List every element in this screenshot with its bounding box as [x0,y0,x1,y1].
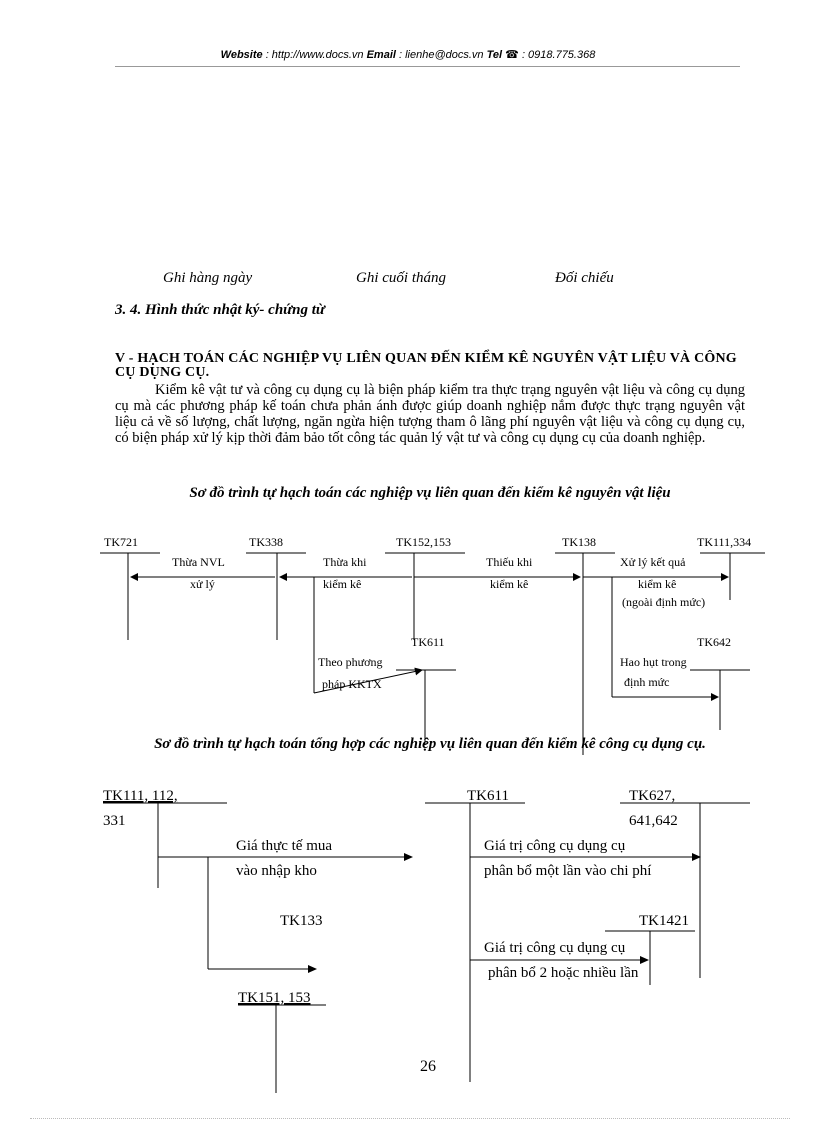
d1-tk642: TK642 [697,635,731,649]
d1-thua-khi: Thừa khi [323,555,367,569]
footer-divider [30,1118,790,1119]
legend-reconcile: Đối chiếu [555,270,614,286]
d1-tk111: TK111,334 [697,535,752,549]
d1-kiem-ke-2: kiểm kê [490,577,529,591]
d2-tk627: TK627, [629,788,676,804]
diagram2-caption: Sơ đồ trình tự hạch toán tổng hợp các nghiệp vụ liên quan đến kiểm kê công cụ dụng cụ. [154,736,706,752]
d1-tk138: TK138 [562,535,596,549]
d2-gia-thuc-te: Giá thực tế mua [236,838,333,854]
email-value: : lienhe@docs.vn [399,49,484,61]
page-number: 26 [420,1058,436,1075]
d2-tk331: 331 [103,813,126,829]
section-3-4-heading: 3. 4. Hình thức nhật ký- chứng từ [115,302,325,318]
d1-xu-ly-kq: Xử lý kết quả [620,555,686,569]
d2-tk641: 641,642 [629,813,678,829]
paragraph-text: Kiểm kê vật tư và công cụ dụng cụ là biện pháp kiểm tra thực trạng nguyên vật liệu và công cụ dụng cụ mà các phương pháp kế toán chưa phản ánh được giúp doanh nghiệp nắm được thực trạng nguyên vật liệu cả về số lượng, chất lượng, ngăn ngừa hiện tượng tham ô lãng phí nguyên vật liệu và công cụ dụng cụ, có biện pháp xử lý kịp thời đảm bảo tốt công tác quản lý vật tư và công cụ dụng cụ của doanh nghiệp. [115,382,745,446]
d1-tk338: TK338 [249,535,283,549]
email-label: Email [366,49,396,61]
website-label: Website [220,49,263,61]
d2-phan-bo-1: phân bổ một lần vào chi phí [484,863,652,879]
d1-kiem-ke-3: kiểm kê [638,577,677,591]
d2-gia-tri-2: Giá trị công cụ dụng cụ [484,940,626,956]
d2-vao-nhap-kho: vào nhập kho [236,863,317,879]
phone-icon: ☎ [505,49,519,61]
website-value: : http://www.docs.vn [265,49,364,61]
section-v-heading: V - HẠCH TOÁN CÁC NGHIỆP VỤ LIÊN QUAN ĐẾN KIỂM KÊ NGUYÊN VẬT LIỆU VÀ CÔNG CỤ DỤNG CỤ. [115,351,737,380]
d1-hao-hut: Hao hụt trong [620,655,687,669]
d2-tk151: TK151, 153 [238,990,311,1006]
diagram1-caption: Sơ đồ trình tự hạch toán các nghiệp vụ liên quan đến kiểm kê nguyên vật liệu [189,485,671,501]
d2-tk1421: TK1421 [639,913,689,929]
d1-theo-phuong: Theo phương [318,655,383,669]
d1-phap-kktx: pháp KKTX [322,677,382,691]
d1-tk611: TK611 [411,635,445,649]
d1-dinh-muc: định mức [624,675,670,689]
d1-ngoai-dinh-muc: (ngoài định mức) [622,595,706,609]
d1-thua-nvl: Thừa NVL [172,555,225,569]
legend-daily: Ghi hàng ngày [163,270,253,286]
d2-gia-tri-1: Giá trị công cụ dụng cụ [484,838,626,854]
d2-tk111: TK111, 112, [103,788,178,804]
d2-phan-bo-2: phân bổ 2 hoặc nhiều lần [488,965,639,981]
legend-month-end: Ghi cuối tháng [356,270,446,286]
d1-xu-ly: xử lý [190,577,215,591]
d2-tk611: TK611 [467,788,509,804]
d1-thieu-khi: Thiếu khi [486,555,533,569]
d1-kiem-ke-1: kiểm kê [323,577,362,591]
d1-tk152: TK152,153 [396,535,451,549]
tel-label: Tel [486,49,503,61]
tel-value: : 0918.775.368 [521,49,596,61]
d2-tk133: TK133 [280,913,323,929]
d1-tk721: TK721 [104,535,138,549]
